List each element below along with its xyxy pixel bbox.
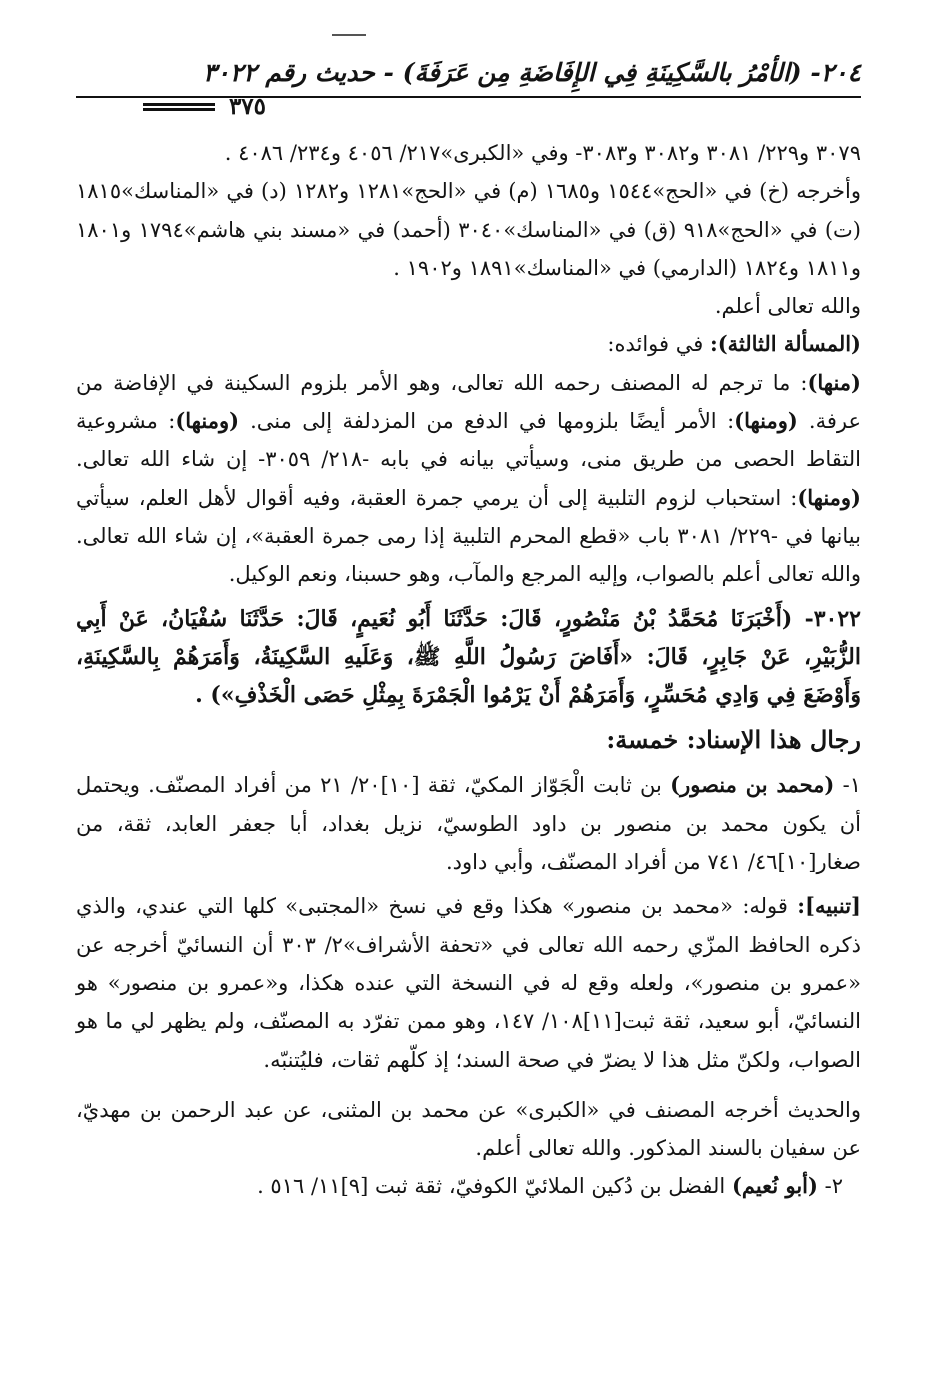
benefit-text-3: : مشروعية التقاط الحصى من طريق منى، وسيأتي بيانه في بابه -٢١٨/ ٣٠٥٩- إن شاء الله تعالى. — [76, 409, 861, 472]
tanbih-text: قوله: «محمد بن منصور» هكذا وقع في نسخ «المجتبى» كلها التي عندي، والذي ذكره الحافظ المزّي رحمه الله تعالى في «تحفة الأشراف»٢/ ٣٠٣ أن النسائيّ أخرجه عن «عمرو بن منصور»، ولعله وقع له في النسخة التي عنده هكذا، و«عمرو بن منصور» هو النسائيّ، أبو سعيد، ثقة ثبت[١١]١٠٨/ ١٤٧، وهو ممن تفرّد به المصنّف، ولم يظهر لي ما هو الصواب، ولكنّ مثل هذا لا يضرّ في صحة السند؛ إذ كلّهم ثقات، فليُتنبّه. — [76, 894, 861, 1072]
benefit-label-1: (منها) — [807, 369, 861, 395]
paragraph-benefits — [76, 364, 861, 594]
page-number-rules — [143, 101, 215, 111]
narrator-2-number: ٢- — [817, 1174, 843, 1199]
benefit-text-2: : الأمر أيضًا بلزومها في الدفع من المزدلفة إلى منى. — [250, 409, 735, 434]
narrator-1 — [76, 766, 861, 881]
third-issue-text: في فوائده: — [607, 332, 710, 357]
paragraph-takhrij: وأخرجه (خ) في «الحج»١٥٤٤ و١٦٨٥ (م) في «الحج»١٢٨١ و١٢٨٢ (د) في «المناسك»١٨١٥ (ت) في «الحج»٩١٨ (ق) في «المناسك»٣٠٤٠ (أحمد) في «مسند بني هاشم»١٧٩٤ و١٨٠١ و١٨١١ و١٨٢٤ (الدارمي) في «المناسك»١٨٩١ و١٩٠٢ . — [76, 179, 862, 280]
paragraph-kubra: والحديث أخرجه المصنف في «الكبرى» عن محمد بن المثنى، عن عبد الرحمن بن مهديّ، عن سفيان بالسند المذكور. والله تعالى أعلم. — [76, 1097, 861, 1161]
benefit-label-4: (ومنها) — [797, 484, 861, 510]
narrator-1-text: بن ثابت الْجَوّاز المكيّ، ثقة [١٠]٢٠/ ٢١ من أفراد المصنّف. ويحتمل أن يكون محمد بن منصور بن داود الطوسيّ، نزيل بغداد، أبا جعفر العابد، ثقة، من صغار[١٠]٤٦/ ٧٤١ من أفراد المصنّف، وأبي داود. — [76, 773, 861, 875]
top-dash-mark — [332, 34, 366, 36]
hadith-text: ٣٠٢٢- (أَخْبَرَنَا مُحَمَّدُ بْنُ مَنْصُورٍ، قَالَ: حَدَّثَنَا أَبُو نُعَيمٍ، قَالَ: حَدَّثَنَا سُفْيَانُ، عَنْ أَبِي الزُّبَيْرِ، عَنْ جَابِرٍ، قَالَ: «أَفَاضَ رَسُولُ اللَّهِ ﷺ، وَعَلَيهِ السَّكِينَةُ، وَأَمَرَهُمْ بِالسَّكِينَةِ، وَأَوْضَعَ فِي وَادِي مُحَسِّرٍ، وَأَمَرَهُمْ أَنْ يَرْمُوا الْجَمْرَةَ بِمِثْلِ حَصَى الْخَذْفِ») . — [76, 605, 861, 709]
narrator-2 — [76, 1167, 861, 1205]
narrator-2-name: (أبو نُعيم) — [731, 1173, 818, 1199]
paragraph-third-issue — [76, 325, 861, 363]
narrator-2-text: الفضل بن دُكين الملائيّ الكوفيّ، ثقة ثبت [٩]١١/ ٥١٦ . — [257, 1174, 732, 1199]
running-title: ٢٠٤- (الأمْرُ بالسَّكِينَةِ فِي الإِفَاضَةِ مِن عَرَفَةَ) - حديث رقم ٣٠٢٢ — [202, 58, 861, 87]
tanbih-label: [تنبيه]: — [797, 893, 861, 919]
narrator-1-number: ١- — [834, 773, 861, 798]
page-number-block — [76, 92, 266, 120]
benefit-label-2: (ومنها) — [734, 408, 809, 434]
paragraph-references-1: ٣٠٧٩ و٢٢٩/ ٣٠٨١ و٣٠٨٢ و٣٠٨٣- وفي «الكبرى»٢١٧/ ٤٠٥٦ و٢٣٤/ ٤٠٨٦ . — [224, 141, 861, 165]
narrator-1-name: (محمد بن منصور) — [670, 772, 835, 798]
tanbih-note — [76, 887, 861, 1078]
paragraph-closing-1: والله تعالى أعلم. — [714, 294, 861, 319]
benefit-label-3: (ومنها) — [175, 408, 251, 434]
rijal-heading: رجال هذا الإسناد: خمسة: — [606, 725, 861, 755]
page-header — [76, 52, 861, 120]
third-issue-label: (المسألة الثالثة): — [709, 331, 861, 357]
benefit-text-1: : ما ترجم له المصنف رحمه الله تعالى، وهو الأمر بلزوم السكينة في الإفاضة من عرفة. — [76, 370, 861, 434]
page-body — [76, 134, 861, 1206]
benefit-text-4: : استحباب لزوم التلبية إلى أن يرمي جمرة العقبة، وفيه أقوال لأهل العلم، سيأتي بيانها في -٢٢٩/ ٣٠٨١ باب «قطع المحرم التلبية إذا رمى جمرة العقبة»، إن شاء الله تعالى. والله تعالى أعلم بالصواب، وإليه المرجع والمآب، وهو حسبنا، ونعم الوكيل. — [76, 485, 861, 587]
page-number: ٣٧٥ — [228, 92, 266, 120]
